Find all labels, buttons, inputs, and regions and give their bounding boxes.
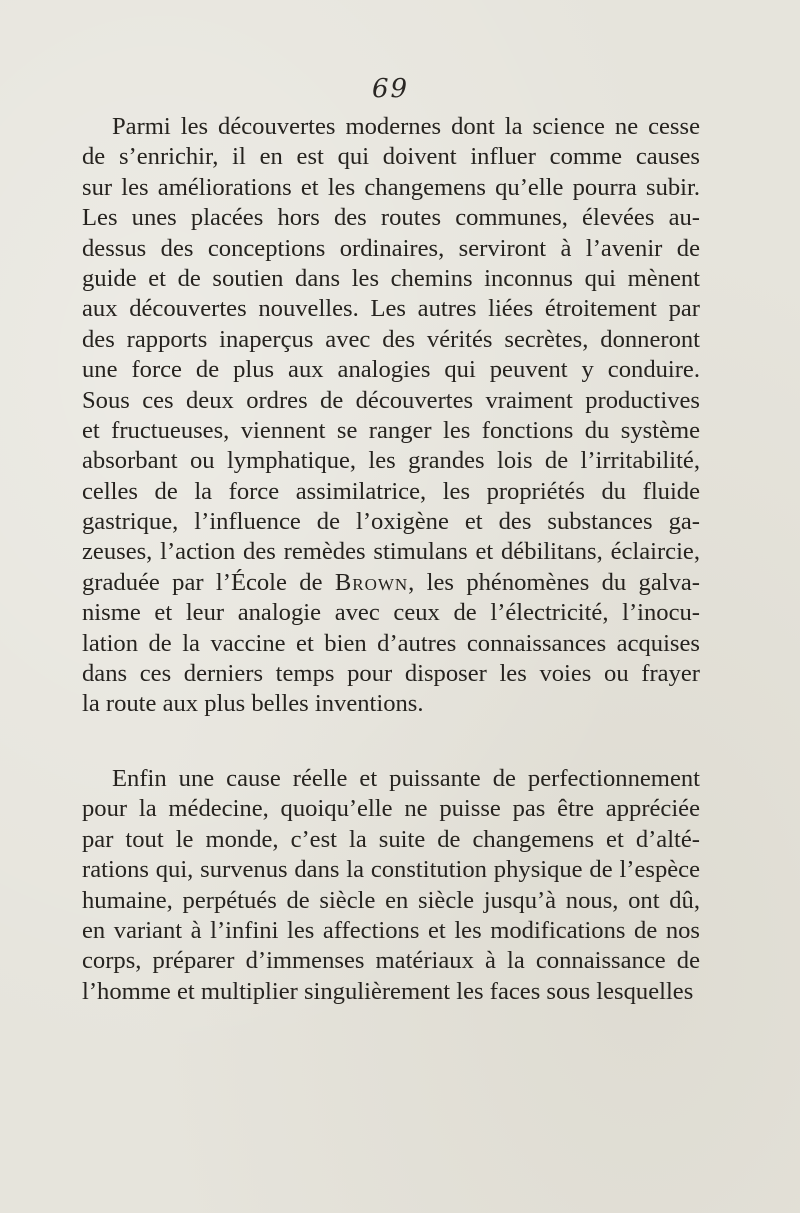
text-line: rations qui, survenus dans la constitution physique de l’espèce	[82, 856, 700, 884]
text-line: des rapports inaperçus avec des vérités secrètes, donneront	[82, 325, 700, 353]
text-line: dessus des conceptions ordinaires, serviront à l’avenir de	[82, 234, 700, 262]
text-line: une force de plus aux analogies qui peuvent y conduire.	[82, 356, 700, 384]
text-segment: , les phénomènes du galva-	[408, 568, 700, 596]
text-line: celles de la force assimilatrice, les propriétés du fluide	[82, 477, 700, 505]
text-line: pour la médecine, quoiqu’elle ne puisse pas être appréciée	[82, 795, 700, 823]
text-line: par tout le monde, c’est la suite de changemens et d’alté-	[82, 825, 700, 853]
text-line: de s’enrichir, il en est qui doivent influer comme causes	[82, 143, 700, 171]
text-line: sur les améliorations et les changemens qu’elle pourra subir.	[82, 173, 700, 201]
text-line: la route aux plus belles inventions.	[82, 690, 424, 718]
text-line: zeuses, l’action des remèdes stimulans et débilitans, éclaircie,	[82, 538, 700, 566]
author-name: Brown	[334, 568, 409, 596]
text-segment: graduée par l’École de	[82, 568, 335, 596]
text-line: gastrique, l’influence de l’oxigène et des substances ga-	[82, 508, 700, 536]
text-line: Parmi les découvertes modernes dont la science ne cesse	[112, 113, 700, 140]
text-line	[82, 568, 700, 598]
paragraph-1	[82, 112, 700, 720]
text-line: corps, préparer d’immenses matériaux à la connaissance de	[82, 947, 700, 975]
page-number: 69	[372, 74, 410, 104]
text-line: guide et de soutien dans les chemins inconnus qui mènent	[82, 264, 700, 292]
text-line: et fructueuses, viennent se ranger les fonctions du système	[82, 416, 700, 444]
text-line: dans ces derniers temps pour disposer les voies ou frayer	[82, 660, 700, 688]
text-line: aux découvertes nouvelles. Les autres liées étroitement par	[82, 295, 700, 323]
text-line: l’homme et multiplier singulièrement les faces sous lesquelles	[82, 977, 694, 1005]
paragraph-2	[82, 764, 700, 1007]
text-line: nisme et leur analogie avec ceux de l’électricité, l’inocu-	[82, 599, 700, 627]
text-line: en variant à l’infini les affections et les modifications de nos	[82, 916, 700, 944]
text-line: humaine, perpétués de siècle en siècle jusqu’à nous, ont dû,	[82, 886, 700, 914]
text-line: absorbant ou lymphatique, les grandes lois de l’irritabilité,	[82, 447, 700, 475]
text-line: Les unes placées hors des routes communes, élevées au-	[82, 204, 700, 232]
text-line: lation de la vaccine et bien d’autres connaissances acquises	[82, 629, 700, 657]
text-line: Enfin une cause réelle et puissante de perfectionnement	[112, 765, 700, 792]
text-line: Sous ces deux ordres de découvertes vraiment productives	[82, 386, 700, 414]
